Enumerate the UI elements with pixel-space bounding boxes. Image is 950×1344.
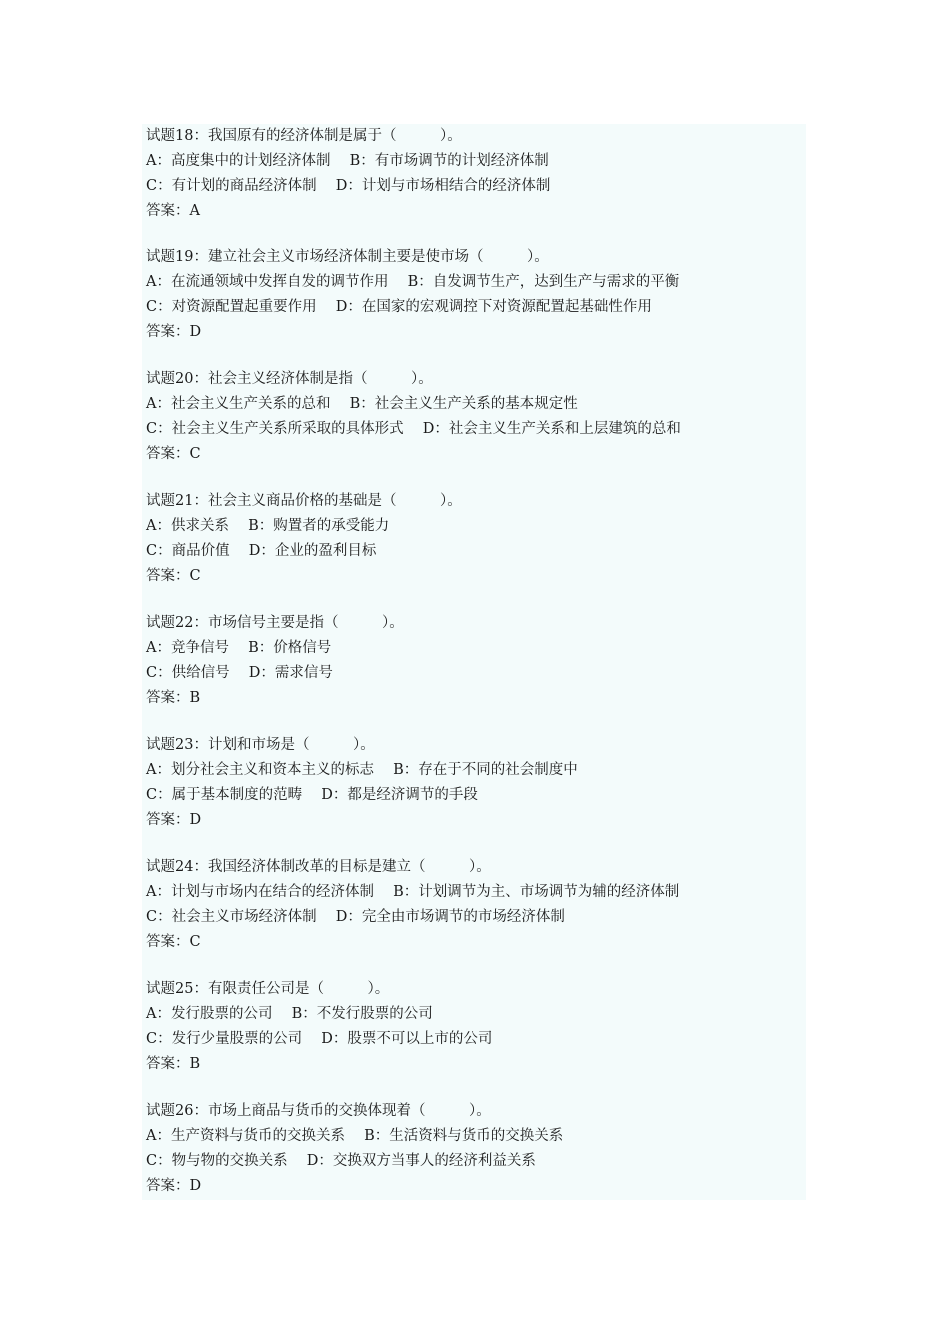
question-answer: 答案：D — [146, 324, 202, 340]
question-item — [146, 611, 802, 711]
question-options-ab: A：竞争信号 B：价格信号 — [146, 640, 332, 656]
question-item — [146, 1099, 802, 1199]
question-options-cd: C：对资源配置起重要作用 D：在国家的宏观调控下对资源配置起基础性作用 — [146, 299, 652, 315]
question-options-cd: C：社会主义生产关系所采取的具体形式 D：社会主义生产关系和上层建筑的总和 — [146, 421, 681, 437]
question-title: 试题25：有限责任公司是（ ）。 — [146, 981, 390, 997]
question-item — [146, 977, 802, 1077]
question-options-ab: A：划分社会主义和资本主义的标志 B：存在于不同的社会制度中 — [146, 762, 578, 778]
question-item — [146, 855, 802, 955]
question-title: 试题26：市场上商品与货币的交换体现着（ ）。 — [146, 1103, 491, 1119]
question-options-cd: C：商品价值 D：企业的盈利目标 — [146, 543, 377, 559]
question-list — [142, 124, 806, 1200]
question-answer: 答案：A — [146, 203, 200, 219]
question-title: 试题22：市场信号主要是指（ ）。 — [146, 615, 404, 631]
question-options-ab: A：计划与市场内在结合的经济体制 B：计划调节为主、市场调节为辅的经济体制 — [146, 884, 680, 900]
question-answer: 答案：C — [146, 568, 201, 584]
question-options-cd: C：有计划的商品经济体制 D：计划与市场相结合的经济体制 — [146, 178, 551, 194]
question-title: 试题18：我国原有的经济体制是属于（ ）。 — [146, 128, 462, 144]
question-options-ab: A：社会主义生产关系的总和 B：社会主义生产关系的基本规定性 — [146, 396, 578, 412]
question-title: 试题24：我国经济体制改革的目标是建立（ ）。 — [146, 859, 491, 875]
question-options-cd: C：属于基本制度的范畴 D：都是经济调节的手段 — [146, 787, 478, 803]
question-item — [146, 367, 802, 467]
question-title: 试题19：建立社会主义市场经济体制主要是使市场（ ）。 — [146, 249, 549, 265]
question-answer: 答案：B — [146, 1056, 201, 1072]
question-title: 试题20：社会主义经济体制是指（ ）。 — [146, 371, 433, 387]
question-item — [146, 733, 802, 833]
question-options-cd: C：社会主义市场经济体制 D：完全由市场调节的市场经济体制 — [146, 909, 565, 925]
question-title: 试题21：社会主义商品价格的基础是（ ）。 — [146, 493, 462, 509]
question-answer: 答案：C — [146, 934, 201, 950]
question-answer: 答案：D — [146, 1178, 202, 1194]
question-options-cd: C：发行少量股票的公司 D：股票不可以上市的公司 — [146, 1031, 493, 1047]
question-answer: 答案：B — [146, 690, 201, 706]
question-options-cd: C：供给信号 D：需求信号 — [146, 665, 333, 681]
question-options-ab: A：高度集中的计划经济体制 B：有市场调节的计划经济体制 — [146, 153, 549, 169]
question-title: 试题23：计划和市场是（ ）。 — [146, 737, 375, 753]
question-answer: 答案：D — [146, 812, 202, 828]
question-options-ab: A：生产资料与货币的交换关系 B：生活资料与货币的交换关系 — [146, 1128, 564, 1144]
question-item — [146, 489, 802, 589]
question-options-ab: A：在流通领域中发挥自发的调节作用 B：自发调节生产，达到生产与需求的平衡 — [146, 274, 680, 290]
question-options-ab: A：发行股票的公司 B：不发行股票的公司 — [146, 1006, 433, 1022]
question-options-cd: C：物与物的交换关系 D：交换双方当事人的经济利益关系 — [146, 1153, 536, 1169]
question-options-ab: A：供求关系 B：购置者的承受能力 — [146, 518, 390, 534]
question-answer: 答案：C — [146, 446, 201, 462]
question-item — [146, 124, 802, 224]
question-item — [146, 245, 802, 345]
